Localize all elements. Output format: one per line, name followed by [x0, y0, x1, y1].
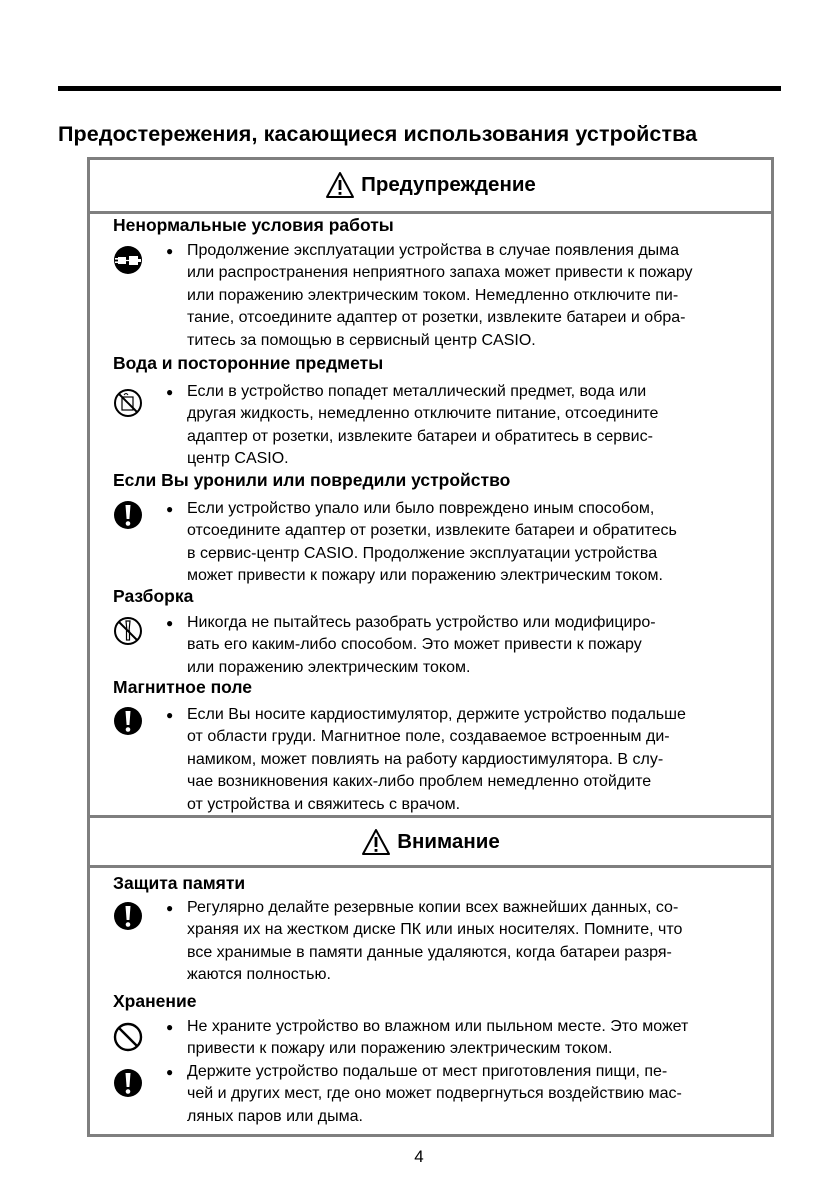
section-heading-abnormal: Ненормальные условия работы: [113, 215, 394, 235]
text-line: Если устройство упало или было повреждено иным способом,: [187, 500, 655, 517]
text-line: привести к пожару или поражению электрическим током.: [187, 1040, 613, 1058]
section-heading-dropped: Если Вы уронили или повредили устройство: [113, 470, 511, 490]
text-line: адаптер от розетки, извлеките батареи и обратитесь в сервис-: [187, 427, 653, 445]
unplug-icon: [113, 245, 143, 275]
warning-label: Предупреждение: [361, 172, 536, 196]
text-line: ляных паров или дыма.: [187, 1107, 363, 1125]
text-line: все хранимые в памяти данные удаляются, когда батареи разря-: [187, 943, 672, 961]
exclamation-icon: [113, 500, 143, 530]
bullet: ●: [166, 1065, 174, 1079]
text-line: центр CASIO.: [187, 450, 289, 468]
text-line: или распространения неприятного запаха может привести к пожару: [187, 264, 693, 282]
page-title: Предостережения, касающиеся использования устройства: [58, 122, 698, 146]
paragraph: [166, 1016, 772, 1061]
text-line: чей и других мест, где оно может подвергнуться воздействию мас-: [187, 1085, 682, 1103]
text-line: жаются полностью.: [187, 966, 331, 984]
bullet: ●: [166, 502, 174, 516]
bullet: ●: [166, 708, 174, 722]
bullet: ●: [166, 385, 174, 399]
text-line: тание, отсоедините адаптер от розетки, извлеките батареи и обра-: [187, 309, 686, 327]
no-disassembly-icon: [113, 616, 143, 646]
text-line: вать его каким-либо способом. Это может привести к пожару: [187, 636, 642, 654]
paragraph: [166, 704, 772, 816]
prohibited-icon: [113, 1022, 143, 1052]
text-line: Никогда не пытайтесь разобрать устройство или модифициро-: [187, 614, 656, 631]
text-line: Не храните устройство во влажном или пыльном месте. Это может: [187, 1018, 689, 1035]
page-number: 4: [414, 1147, 424, 1166]
bullet: ●: [166, 901, 174, 915]
warning-band-rule: [87, 211, 774, 214]
text-line: намиком, может повлиять на работу кардиостимулятора. В слу-: [187, 750, 664, 768]
bullet: ●: [166, 616, 174, 630]
caution-label: Внимание: [397, 829, 500, 853]
text-line: Если в устройство попадет металлический предмет, вода или: [187, 383, 647, 400]
section-heading-magnetic: Магнитное поле: [113, 677, 253, 697]
warning-band: [87, 158, 774, 211]
text-line: чае возникновения каких-либо проблем немедленно отойдите: [187, 773, 652, 791]
text-line: или поражению электрическим током.: [187, 658, 471, 676]
text-line: может привести к пожару или поражению электрическим током.: [187, 567, 663, 585]
text-line: титесь за помощью в сервисный центр CASIO.: [187, 331, 536, 349]
text-line: Держите устройство подальше от мест приготовления пищи, пе-: [187, 1063, 668, 1080]
text-line: Продолжение эксплуатации устройства в случае появления дыма: [187, 242, 680, 259]
section-heading-memory: Защита памяти: [113, 873, 246, 893]
paragraph: [166, 498, 772, 588]
paragraph: [166, 240, 772, 352]
bullet: ●: [166, 244, 174, 258]
exclamation-icon: [113, 1068, 143, 1098]
text-line: в сервис-центр CASIO. Продолжение эксплуатации устройства: [187, 544, 658, 562]
text-line: Если Вы носите кардиостимулятор, держите устройство подальше: [187, 706, 686, 723]
paragraph: [166, 1061, 772, 1128]
warning-triangle-icon: [361, 828, 391, 856]
exclamation-icon: [113, 706, 143, 736]
paragraph: [166, 381, 772, 471]
text-line: от области груди. Магнитное поле, создаваемое встроенным ди-: [187, 728, 670, 746]
caution-band: [87, 815, 774, 868]
no-liquid-icon: [113, 388, 143, 418]
section-heading-disassembly: Разборка: [113, 586, 194, 606]
text-line: отсоедините адаптер от розетки, извлеките батареи и обратитесь: [187, 522, 677, 540]
text-line: другая жидкость, немедленно отключите питание, отсоедините: [187, 405, 659, 423]
warning-triangle-icon: [325, 171, 355, 199]
paragraph: [166, 612, 772, 679]
section-heading-water: Вода и посторонние предметы: [113, 353, 384, 373]
paragraph: [166, 897, 772, 987]
top-rule: [58, 86, 781, 91]
exclamation-icon: [113, 901, 143, 931]
text-line: от устройства и свяжитесь с врачом.: [187, 795, 461, 813]
section-heading-storage: Хранение: [113, 991, 197, 1011]
text-line: или поражению электрическим током. Немедленно отключите пи-: [187, 286, 679, 304]
bullet: ●: [166, 1020, 174, 1034]
text-line: Регулярно делайте резервные копии всех важнейших данных, со-: [187, 899, 679, 916]
text-line: храняя их на жестком диске ПК или иных носителях. Помните, что: [187, 921, 683, 939]
